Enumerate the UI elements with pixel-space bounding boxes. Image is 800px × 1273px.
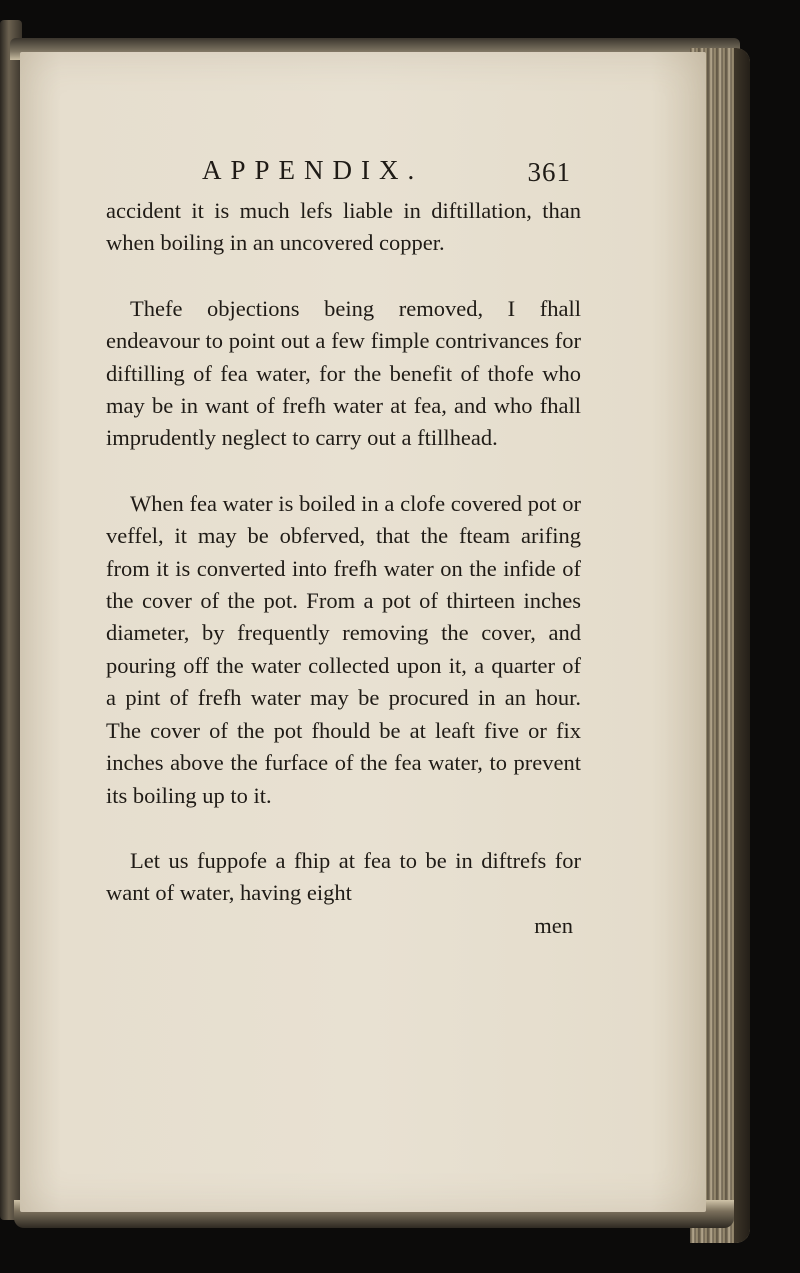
page-number: 361: [527, 157, 571, 187]
page-text-block: [106, 155, 581, 942]
page-body: [106, 195, 581, 942]
paragraph-2: Thefe objections being removed, I fhall endeavour to point out a few fimple contrivances for diftilling of fea water, for the benefit of thofe who may be in want of frefh water at fea, and who fhall imprudently neglect to carry out a ftillhead.: [106, 295, 581, 451]
paragraph-3: When fea water is boiled in a clofe covered pot or veffel, it may be obferved, that the fteam arifing from it is converted into frefh water on the infide of the cover of the pot. From a pot of thirteen inches diameter, by frequently removing the cover, and pouring off the water collected upon it, a quarter of a pint of frefh water may be procured in an hour. The cover of the pot fhould be at leaft five or fix inches above the furface of the fea water, to prevent its boiling up to it.: [106, 490, 581, 808]
paragraph-1: accident it is much lefs liable in diftillation, than when boiling in an uncovered copper.: [106, 198, 581, 256]
catchword: men: [534, 912, 573, 938]
paragraph-4: Let us fuppofe a fhip at fea to be in diftrefs for want of water, having eight: [106, 847, 581, 906]
running-head: [106, 155, 581, 199]
running-head-title: APPENDIX.: [202, 155, 424, 185]
book-page: [20, 52, 706, 1212]
book-spine-edge: [0, 20, 22, 1220]
